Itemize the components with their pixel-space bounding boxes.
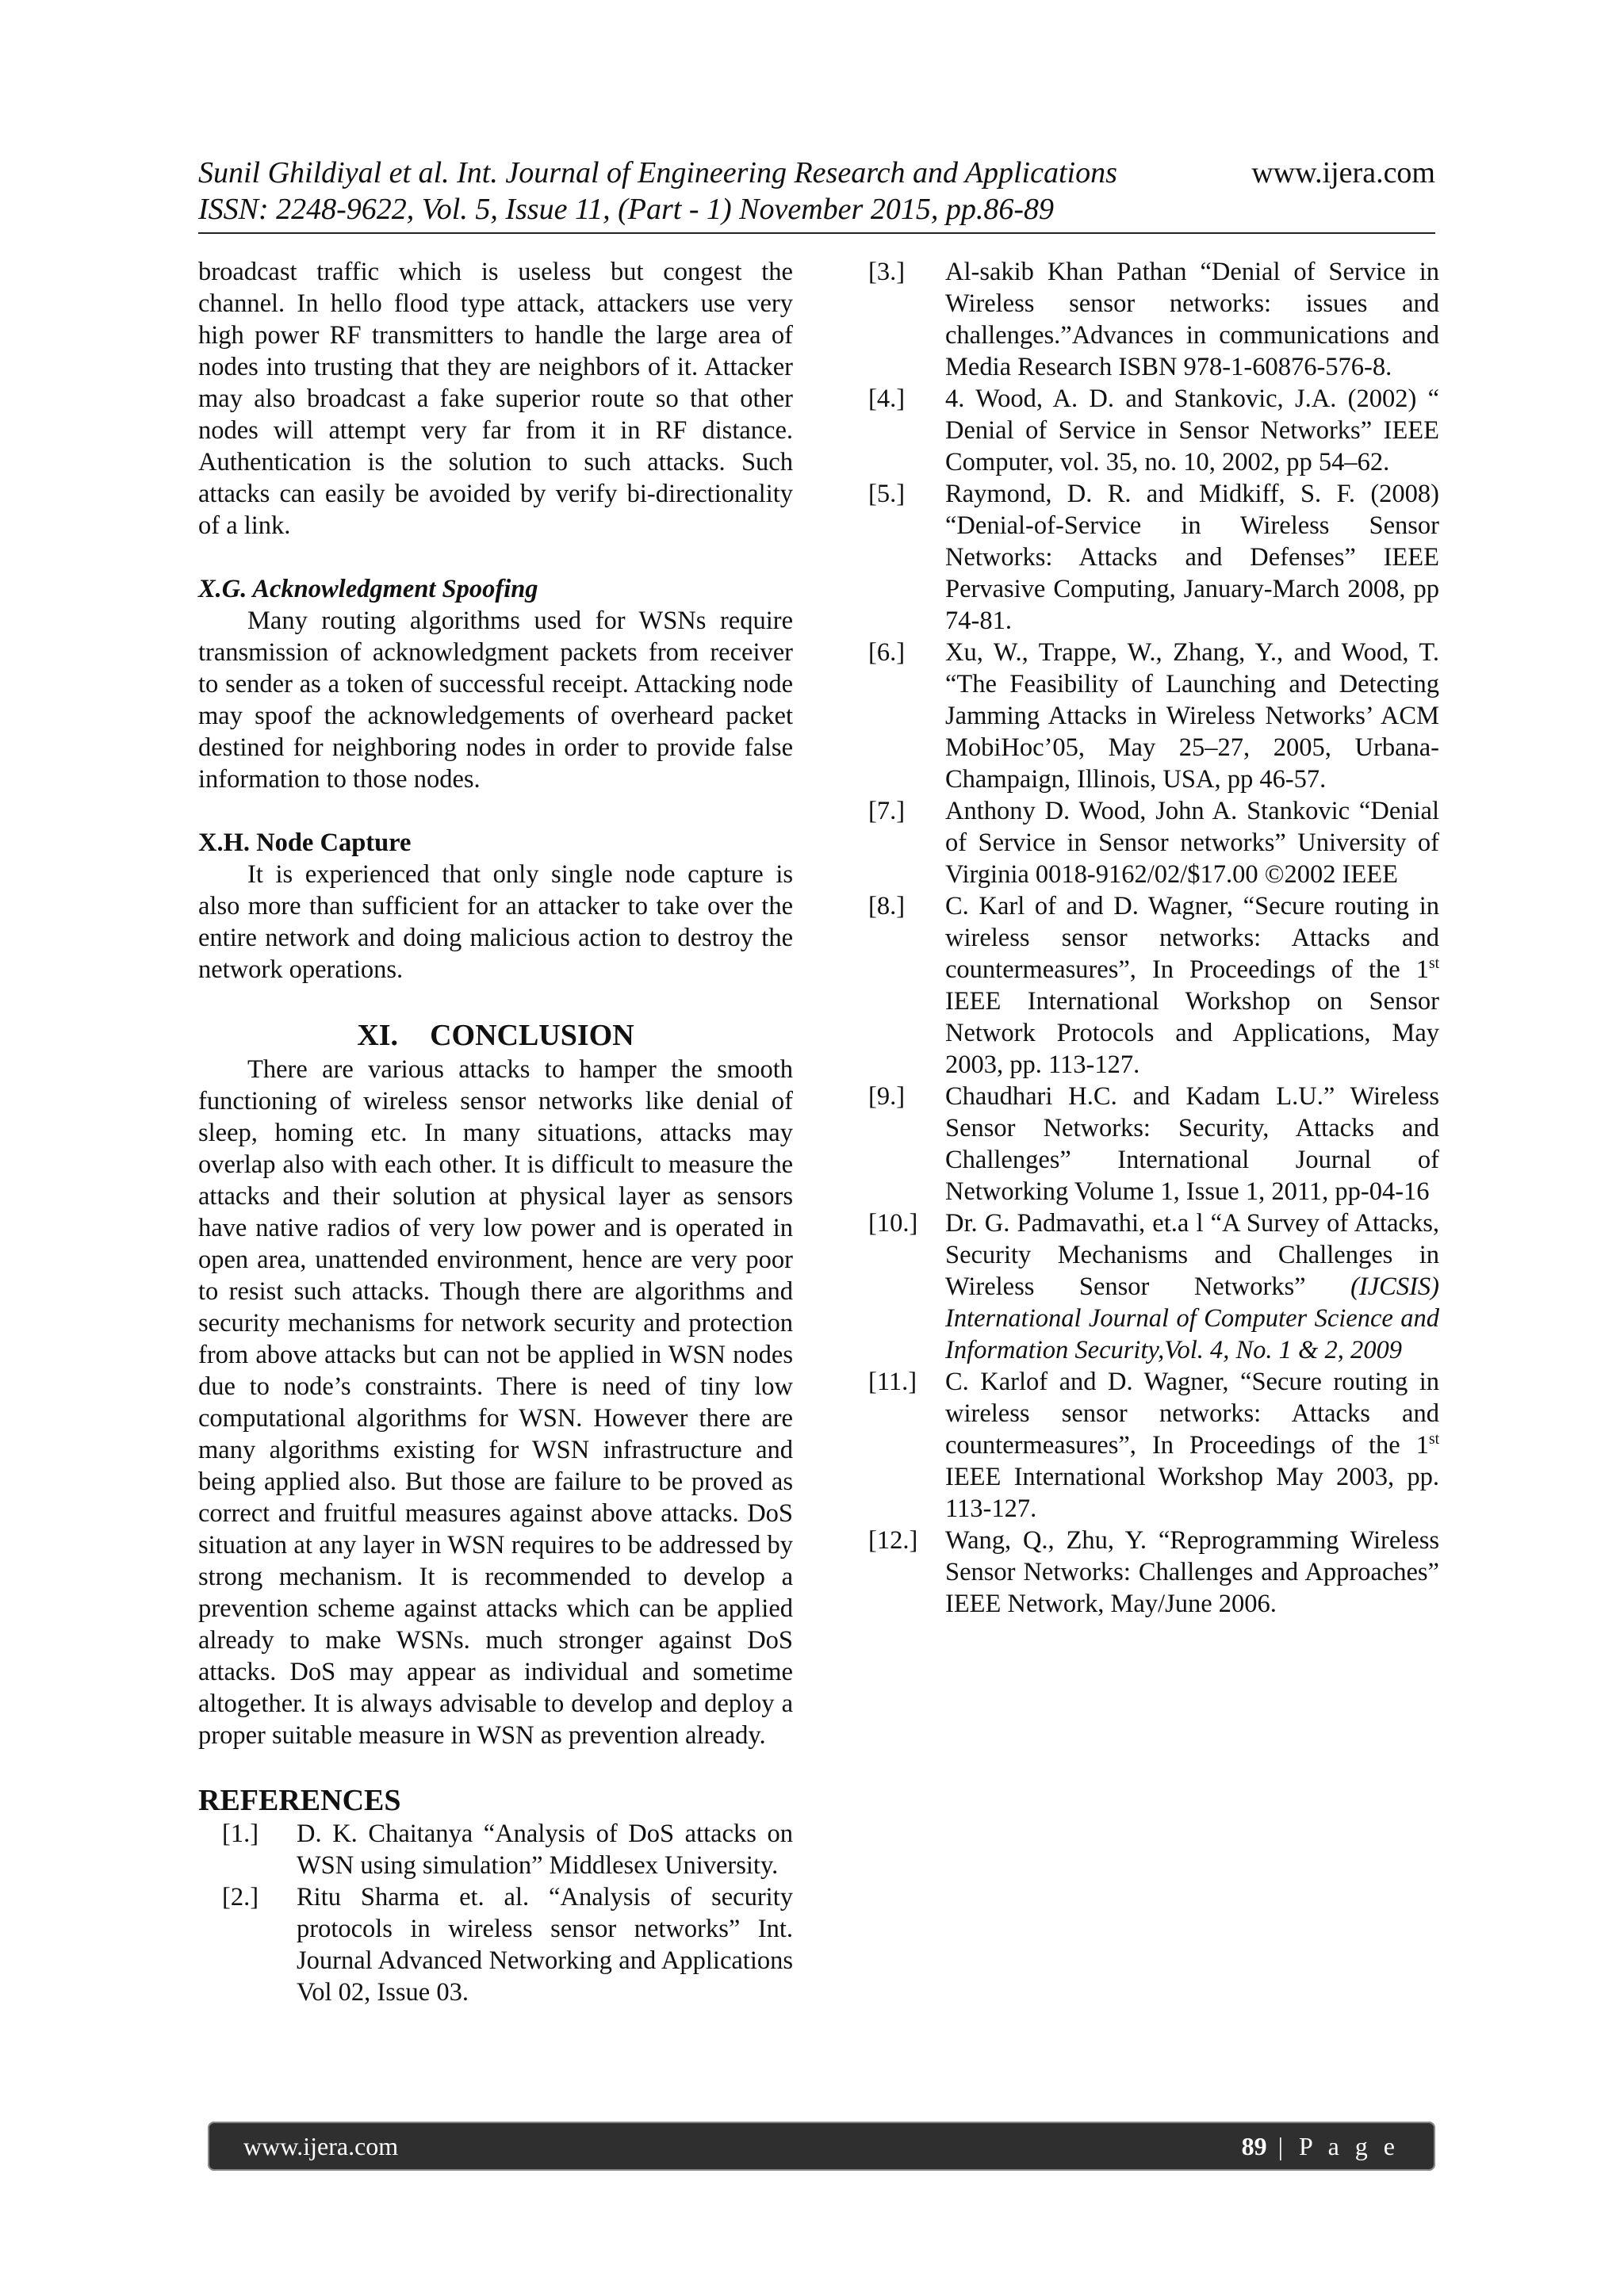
journal-citation: Sunil Ghildiyal et al. Int. Journal of Engineering Research and Applications <box>198 156 1117 189</box>
reference-number: [9.] <box>868 1082 906 1111</box>
reference-text <box>945 890 1439 1081</box>
reference-text <box>945 1366 1439 1525</box>
reference-text-part: IEEE International Workshop May 2003, pp. 113-127. <box>945 1463 1439 1523</box>
reference-item <box>198 1818 793 1881</box>
page-label: | P a g e <box>1266 2131 1400 2160</box>
reference-number: [2.] <box>222 1883 259 1911</box>
ordinal-superscript: st <box>1428 1431 1439 1448</box>
conclusion-number: XI. <box>357 1019 399 1052</box>
reference-text-part: C. Karlof and D. Wagner, “Secure routing in wireless sensor networks: Attacks and countermeasures”, In Proceedings of the 1 <box>945 1368 1439 1460</box>
conclusion-body: There are various attacks to hamper the smooth functioning of wireless sensor networks like denial of sleep, homing etc. In many situations, attacks may overlap also with each other. It is difficult to measure the attacks and their solution at physical layer as sensors have native radios of very low power and is operated in open area, unattended environment, hence are very poor to resist such attacks. Though there are algorithms and security mechanisms for network security and protection from above attacks but can not be applied in WSN nodes due to node’s constraints. There is need of tiny low computational algorithms for WSN. However there are many algorithms existing for WSN infrastructure and being applied also. But those are failure to be proved as correct and fruitful measures against above attacks. DoS situation at any layer in WSN requires to be addressed by strong mechanism. It is recommended to develop a prevention scheme against attacks which can be applied already to make WSNs. much stronger against DoS attacks. DoS may appear as individual and sometime altogether. It is always advisable to develop and deploy a proper suitable measure in WSN as prevention already. <box>198 1055 793 1750</box>
reference-text: 4. Wood, A. D. and Stankovic, J.A. (2002) “ Denial of Service in Sensor Networks” IEEE Computer, vol. 35, no. 10, 2002, pp 54–62. <box>945 385 1439 476</box>
spacer <box>198 541 793 573</box>
reference-item <box>868 383 1439 478</box>
reference-number: [7.] <box>868 797 906 825</box>
reference-text: Ritu Sharma et. al. “Analysis of security protocols in wireless sensor networks” Int. Journal Advanced Networking and Applications Vol 02, Issue 03. <box>297 1883 793 2007</box>
spacer <box>198 1751 793 1783</box>
reference-text: Chaudhari H.C. and Kadam L.U.” Wireless Sensor Networks: Security, Attacks and Challenges” International Journal of Networking Volume 1, Issue 1, 2011, pp-04-16 <box>945 1082 1439 1206</box>
reference-text: Xu, W., Trappe, W., Zhang, Y., and Wood, T. “The Feasibility of Launching and Detecting Jamming Attacks in Wireless Networks’ ACM MobiHoc’05, May 25–27, 2005, Urbana-Champaign, Illinois, USA, pp 46-57. <box>945 638 1439 794</box>
reference-journal-italic: (IJCSIS) International Journal of Computer Science and Information Security,Vol. 4, No. 1 & 2, 2009 <box>945 1272 1439 1364</box>
header-line-1 <box>198 155 1435 191</box>
reference-number: [8.] <box>868 892 906 920</box>
reference-number: [6.] <box>868 638 906 667</box>
references-heading: REFERENCES <box>198 1784 401 1817</box>
reference-number: [12.] <box>868 1526 918 1555</box>
page-indicator <box>1242 2132 1400 2161</box>
reference-text: D. K. Chaitanya “Analysis of DoS attacks on WSN using simulation” Middlesex University. <box>297 1820 793 1880</box>
reference-text-part: C. Karl of and D. Wagner, “Secure routing in wireless sensor networks: Attacks and countermeasures”, In Proceedings of the 1 <box>945 892 1439 984</box>
left-column <box>198 256 793 2008</box>
reference-item <box>198 1881 793 2008</box>
reference-text <box>945 1207 1439 1366</box>
reference-text-part: IEEE International Workshop on Sensor Network Protocols and Applications, May 2003, pp. 113-127. <box>945 987 1439 1079</box>
intro-paragraph: broadcast traffic which is useless but congest the channel. In hello flood type attack, attackers use very high power RF transmitters to handle the large area of nodes into trusting that they are neighbors of it. Attacker may also broadcast a fake superior route so that other nodes will attempt very far from it in RF distance. Authentication is the solution to such attacks. Such attacks can easily be avoided by verify bi-directionality of a link. <box>198 258 793 540</box>
reference-item <box>868 478 1439 637</box>
reference-text: Wang, Q., Zhu, Y. “Reprogramming Wireless Sensor Networks: Challenges and Approaches” IEEE Network, May/June 2006. <box>945 1526 1439 1618</box>
reference-item <box>868 795 1439 890</box>
reference-number: [5.] <box>868 480 906 508</box>
reference-item <box>868 890 1439 1081</box>
ordinal-superscript: st <box>1428 955 1439 973</box>
reference-text: Al-sakib Khan Pathan “Denial of Service in Wireless sensor networks: issues and challenges.”Advances in communications and Media Research ISBN 978-1-60876-576-8. <box>945 258 1439 381</box>
spacer <box>198 985 793 1017</box>
reference-item <box>868 637 1439 795</box>
reference-text: Anthony D. Wood, John A. Stankovic “Denial of Service in Sensor networks” University of Virginia 0018-9162/02/$17.00 ©2002 IEEE <box>945 797 1439 889</box>
reference-number: [1.] <box>222 1820 259 1848</box>
section-xg-title: X.G. Acknowledgment Spoofing <box>198 575 538 603</box>
section-xh-body: It is experienced that only single node capture is also more than sufficient for an attacker to take over the entire network and doing malicious action to destroy the network operations. <box>198 860 793 984</box>
reference-item <box>868 1207 1439 1366</box>
reference-number: [10.] <box>868 1209 918 1238</box>
issn-info: ISSN: 2248-9622, Vol. 5, Issue 11, (Part - 1) November 2015, pp.86-89 <box>198 193 1054 226</box>
reference-text: Raymond, D. R. and Midkiff, S. F. (2008) “Denial-of-Service in Wireless Sensor Networks: Attacks and Defenses” IEEE Pervasive Computing, January-March 2008, pp 74-81. <box>945 480 1439 635</box>
reference-text-part: Dr. G. Padmavathi, et.a l “A Survey of Attacks, Security Mechanisms and Challenges in Wireless Sensor Networks” <box>945 1209 1439 1301</box>
right-column <box>868 256 1439 1620</box>
reference-item <box>868 256 1439 383</box>
reference-number: [3.] <box>868 258 906 286</box>
spacer <box>198 795 793 827</box>
conclusion-heading <box>198 1017 793 1054</box>
header-rule <box>198 232 1435 234</box>
section-xh-title: X.H. Node Capture <box>198 828 412 857</box>
reference-item <box>868 1081 1439 1207</box>
reference-item <box>868 1525 1439 1620</box>
header-site-link[interactable]: www.ijera.com <box>1251 156 1435 189</box>
reference-number: [11.] <box>868 1368 917 1396</box>
reference-number: [4.] <box>868 385 906 413</box>
page-number: 89 <box>1241 2131 1267 2160</box>
reference-item <box>868 1366 1439 1525</box>
conclusion-title: CONCLUSION <box>430 1019 634 1052</box>
footer-site-link[interactable]: www.ijera.com <box>243 2131 399 2160</box>
page-footer <box>208 2122 1435 2171</box>
running-header <box>198 155 1435 234</box>
header-line-2 <box>198 191 1435 228</box>
section-xg-body: Many routing algorithms used for WSNs require transmission of acknowledgment packets from receiver to sender as a token of successful receipt. Attacking node may spoof the acknowledgements of overheard packet destined for neighboring nodes in order to provide false information to those nodes. <box>198 607 793 794</box>
